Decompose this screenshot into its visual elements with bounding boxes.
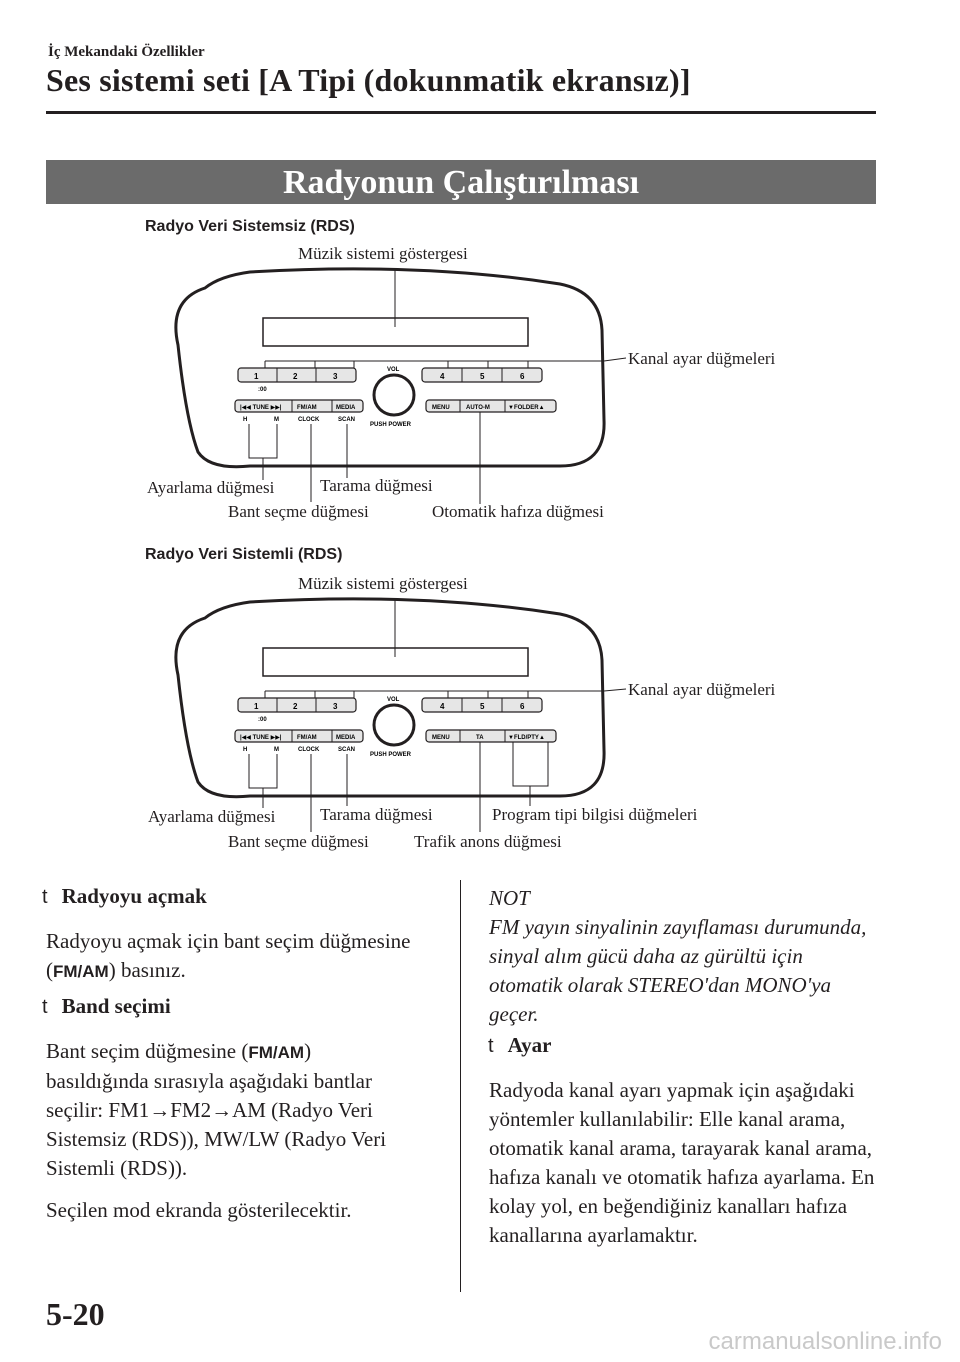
diagram2-callout-tuning: Ayarlama düğmesi [148,807,276,826]
text: Radyoyu açmak için bant seçim düğmesine ( [46,929,411,982]
vol-label: VOL [387,697,400,703]
diagram2-callout-display: Müzik sistemi göstergesi [298,574,468,593]
media-button-label: MEDIA [336,405,356,411]
diagram1-callout-auto-memory: Otomatik hafıza düğmesi [432,502,604,521]
text: ) basıldığında sırasıyla aşağıdaki bantlar seçilir: FM1→FM2→AM (Radyo Veri Sistemsiz (RDS)), MW/LW (Radyo Veri Sistemli (RDS)). [46,1039,387,1180]
scan-label: SCAN [338,417,356,423]
preset-1-label: 1 [254,702,259,711]
m-label: M [274,747,279,753]
section-band-heading [42,994,171,1019]
preset-6-label: 6 [520,702,525,711]
diagram1-callout-display: Müzik sistemi göstergesi [298,244,468,263]
push-power-label: PUSH POWER [370,422,412,428]
diagram1-callout-band: Bant seçme düğmesi [228,502,369,521]
note-block [489,884,879,1029]
section-radio-on-heading [42,884,207,909]
diagram2-callout-scan: Tarama düğmesi [320,805,433,824]
preset-3-label: 3 [333,372,338,381]
tune-button-label: |◀◀ TUNE ▶▶| [240,735,282,741]
radio-on-paragraph [46,927,426,986]
m-label: M [274,417,279,423]
section-title: Radyoyu açmak [61,884,207,908]
diagram2-callout-band: Bant seçme düğmesi [228,832,369,851]
preset-5-label: 5 [480,702,485,711]
media-button-label: MEDIA [336,735,356,741]
menu-button-label: MENU [432,735,450,741]
band-paragraph-2 [46,1196,426,1225]
fm-am-button-label: FM/AM [297,405,317,411]
note-text: FM yayın sinyalinin zayıflaması durumunda, sinyal alım gücü daha az gürültü için otomatik olarak STEREO'dan MONO'ya geçer. [489,915,867,1026]
push-power-label: PUSH POWER [370,752,412,758]
preset-3-label: 3 [333,702,338,711]
preset-6-label: 6 [520,372,525,381]
diagram2-heading: Radyo Veri Sistemli (RDS) [145,546,343,563]
diagram1-callout-scan: Tarama düğmesi [320,476,433,495]
scan-label: SCAN [338,747,356,753]
clock-label: CLOCK [298,417,320,423]
diagram1-heading: Radyo Veri Sistemsiz (RDS) [145,218,355,235]
text: Radyoda kanal ayarı yapmak için aşağıdaki yöntemler kullanılabilir: Elle kanal arama, otomatik kanal arama, tarayarak kanal arama, hafıza kanalı ve otomatik hafıza ayarlama. En kolay yol, en beğendiğiniz kanalları hafıza kanallarına ayarlamaktır. [489,1078,875,1247]
h-label: H [243,417,248,423]
diagram2-callout-program-type: Program tipi bilgisi düğmeleri [492,805,698,824]
watermark: carmanualsonline.info [708,1328,942,1355]
ta-button-label: TA [476,735,484,741]
section-title: Band seçimi [61,994,171,1018]
clock-00-label: :00 [258,717,267,723]
clock-label: CLOCK [298,747,320,753]
section-marker: t [42,886,48,908]
fld-pty-button-label: ▼FLD/PTY▲ [508,735,545,741]
text: Bant seçim düğmesine ( [46,1039,249,1063]
note-label: NOT [489,886,530,910]
text: Seçilen mod ekranda gösterilecektir. [46,1198,352,1222]
preset-5-label: 5 [480,372,485,381]
diagram2-callout-channel: Kanal ayar düğmeleri [628,680,776,699]
diagram1-callout-tuning: Ayarlama düğmesi [147,478,275,497]
page-title: Ses sistemi seti [A Tipi (dokunmatik ekransız)] [46,62,691,98]
preset-4-label: 4 [440,372,445,381]
section-marker: t [42,996,48,1018]
preset-2-label: 2 [293,372,298,381]
vol-label: VOL [387,367,400,373]
section-title: Ayar [507,1033,552,1057]
preset-4-label: 4 [440,702,445,711]
fm-am-key: FM/AM [53,962,109,981]
auto-m-button-label: AUTO-M [466,405,490,411]
banner-title: Radyonun Çalıştırılması [282,164,640,201]
preset-1-label: 1 [254,372,259,381]
text: ) basınız. [108,958,186,982]
tuning-paragraph [489,1076,881,1250]
diagram1-callout-channel: Kanal ayar düğmeleri [628,349,776,368]
tune-button-label: |◀◀ TUNE ▶▶| [240,405,282,411]
clock-00-label: :00 [258,387,267,393]
preset-2-label: 2 [293,702,298,711]
folder-button-label: ▼FOLDER▲ [508,405,545,411]
breadcrumb: İç Mekandaki Özellikler [48,44,205,60]
column-divider [460,880,461,1292]
fm-am-button-label: FM/AM [297,735,317,741]
section-tuning-heading [488,1033,552,1058]
menu-button-label: MENU [432,405,450,411]
band-paragraph [46,1037,418,1183]
diagram2-callout-traffic: Trafik anons düğmesi [414,832,562,851]
h-label: H [243,747,248,753]
section-marker: t [488,1035,494,1057]
page-number: 5-20 [46,1296,105,1332]
fm-am-key: FM/AM [248,1043,305,1062]
